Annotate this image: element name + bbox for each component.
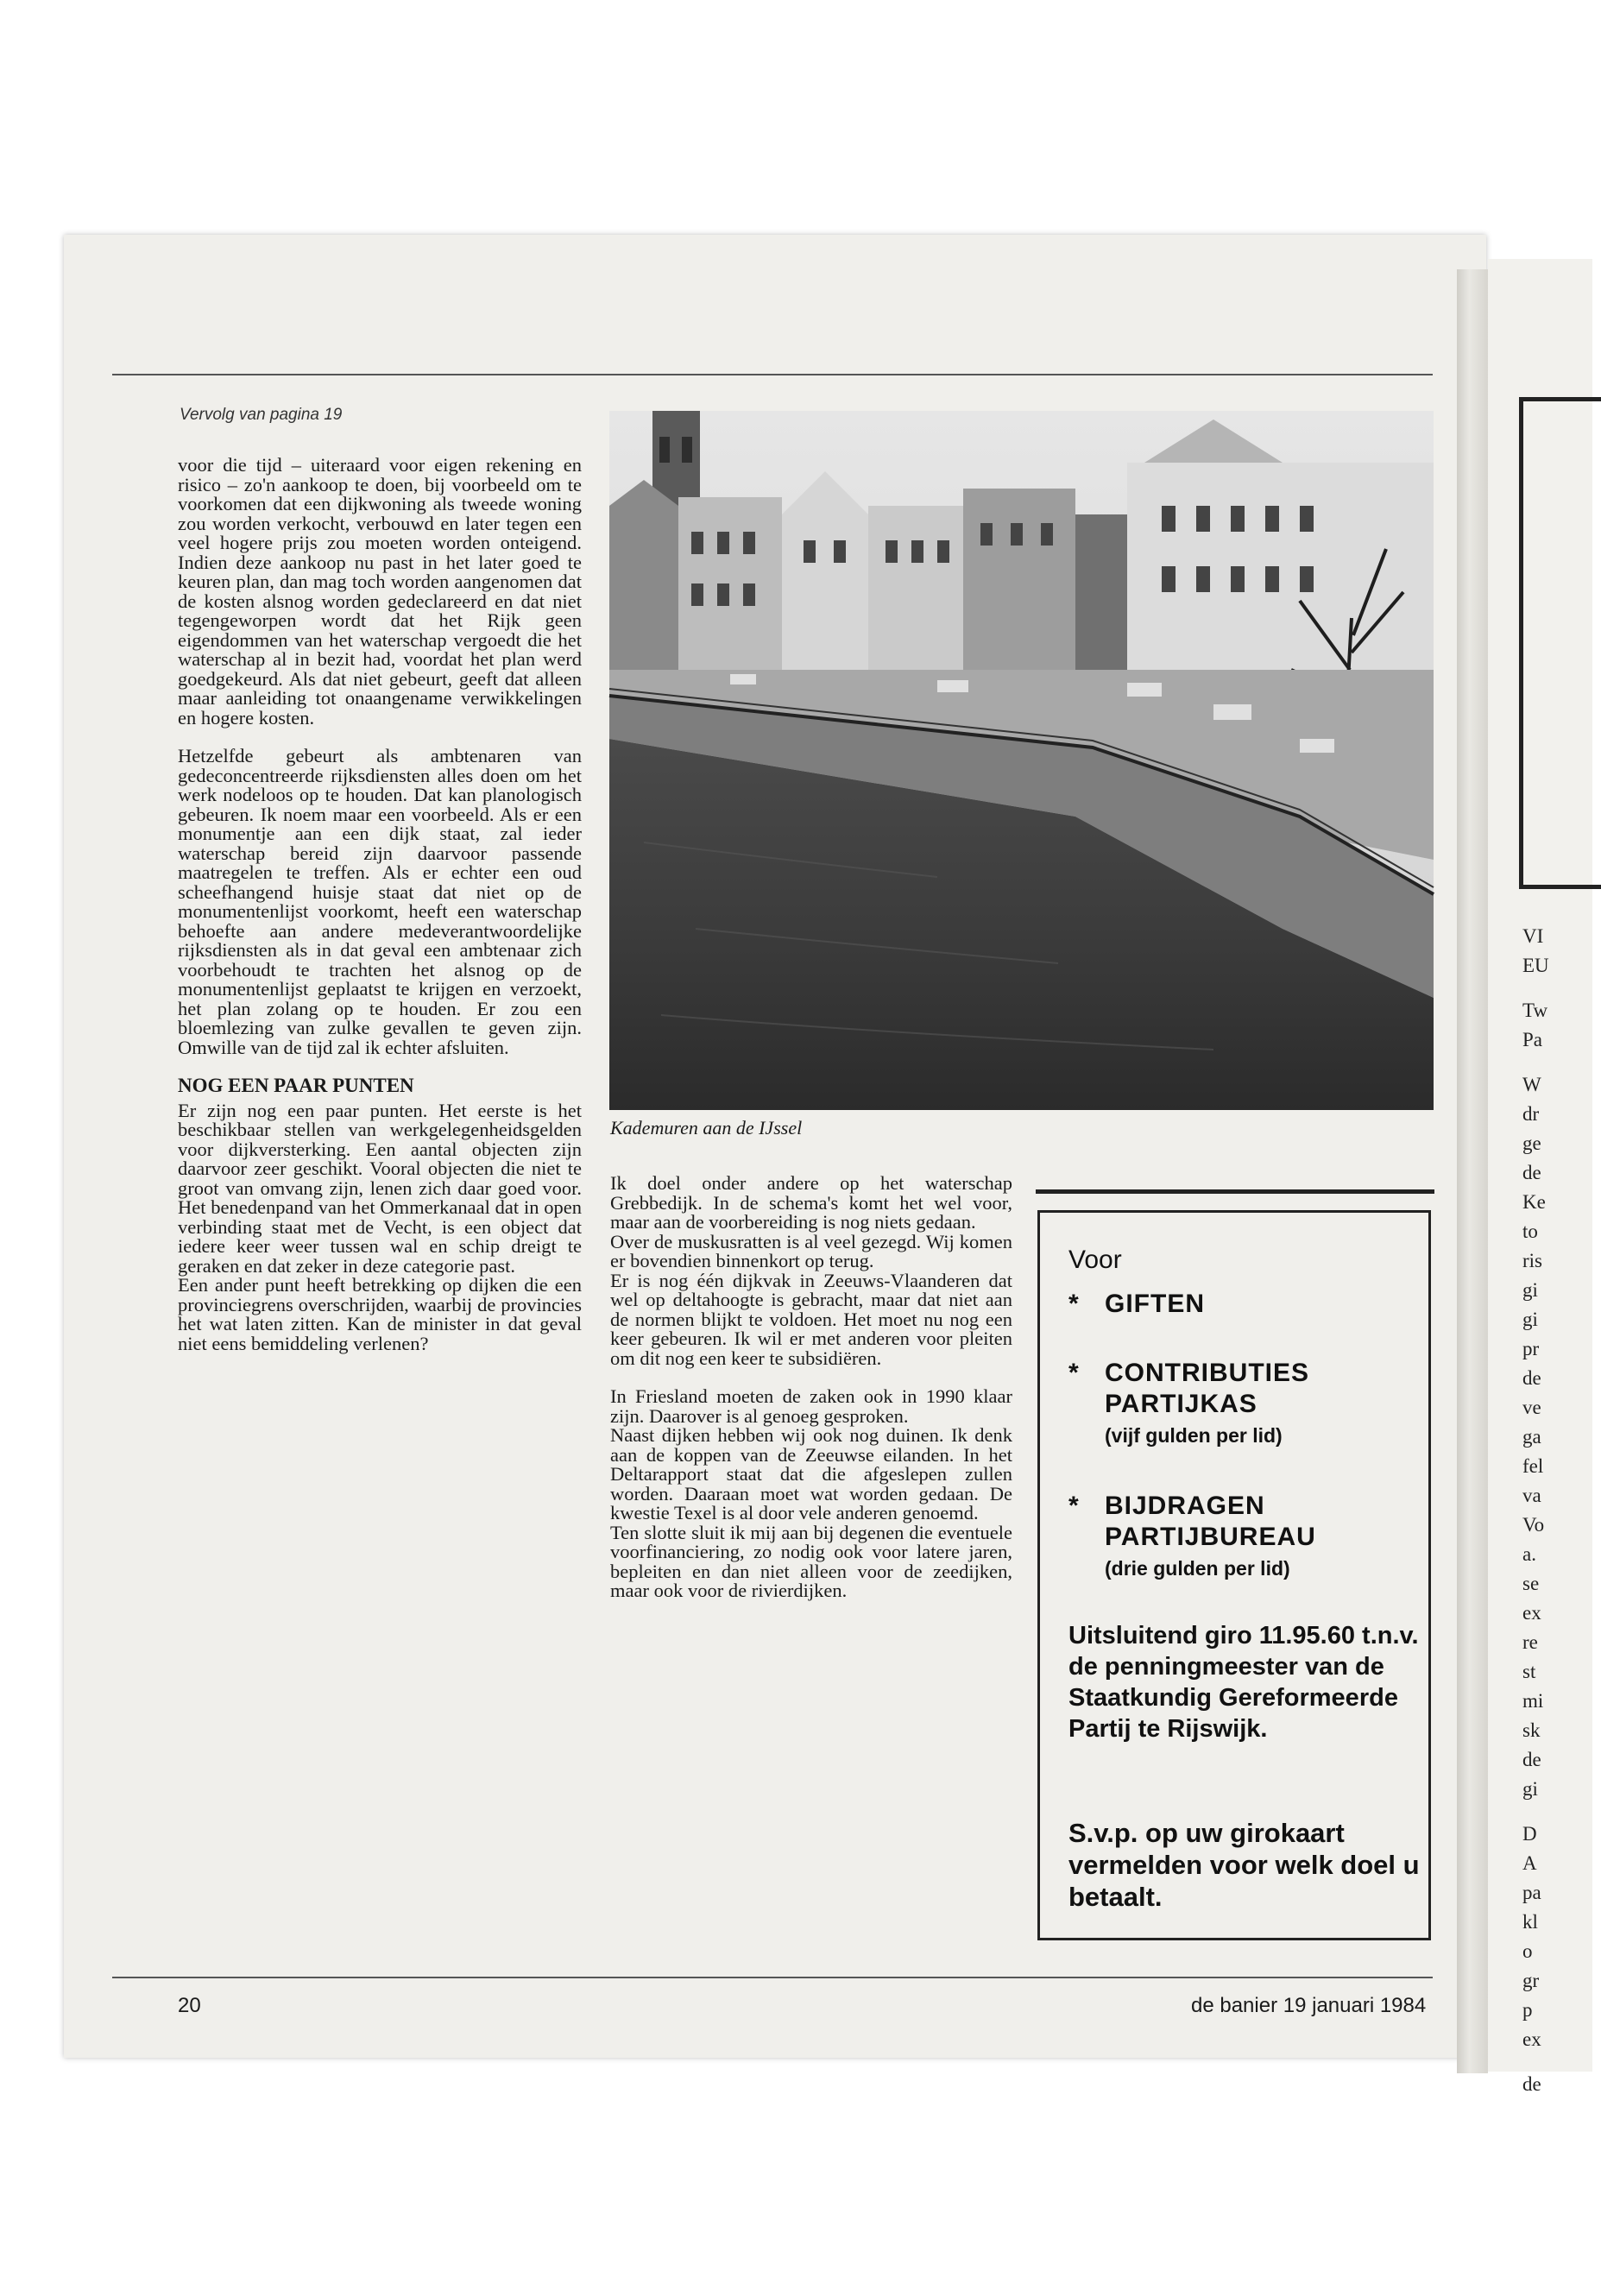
next-page-fragment: kl: [1522, 1911, 1538, 1933]
advertisement-top-rule: [1036, 1189, 1434, 1194]
next-page-fragment: A: [1522, 1852, 1537, 1874]
next-page-fragment: EU: [1522, 955, 1549, 976]
ad-intro: Voor: [1068, 1246, 1122, 1274]
next-page-fragment: re: [1522, 1631, 1538, 1653]
next-page-fragment: D: [1522, 1823, 1537, 1845]
next-page-fragment: Tw: [1522, 1000, 1548, 1021]
next-page-fragment: de: [1522, 1162, 1541, 1183]
ad-giro-details: Uitsluitend giro 11.95.60 t.n.v. de penningmeester van de Staatkundig Gereformeerde Partij te Rijswijk.: [1068, 1622, 1419, 1743]
paragraph: Naast dijken hebben wij ook nog duinen. Ik denk aan de koppen van de Zeeuwse eilanden. In het Deltarapport staat dat die afgeslepen zullen worden. Daaraan moet wat worden gedaan. De kwestie Texel is al door vele anderen genoemd.: [610, 1424, 1012, 1523]
next-page-fragment: gi: [1522, 1309, 1538, 1330]
asterisk-icon: *: [1068, 1359, 1079, 1387]
paragraph: In Friesland moeten de zaken ook in 1990 klaar zijn. Daarover is al genoeg gesproken.: [610, 1385, 1012, 1427]
next-page-fragment: mi: [1522, 1690, 1544, 1712]
page-spine: [1457, 269, 1488, 2073]
next-page-fragment: ve: [1522, 1397, 1541, 1418]
paragraph: Er zijn nog een paar punten. Het eerste is het beschikbaar stellen van werkgelegenheidsgelden voor dijkversterking. Een aantal objecten zijn daarvoor zeer geschikt. Vooral objecten die niet te groot van omvang zijn, lenen zich daar goed voor. Het benedenpand van het Ommerkanaal dat in open verbinding staat met de Vecht, is een object dat iedere keer weer tussen wal en schip dreigt te geraken en dat zeker in deze categorie past.: [178, 1099, 582, 1277]
next-page-fragment: a.: [1522, 1543, 1536, 1565]
paragraph: Een ander punt heeft betrekking op dijken die een provinciegrens overschrijden, waarbij de provincies het wat laten zitten. Kan de minister in dat geval niet eens bemiddeling verlenen?: [178, 1274, 582, 1354]
next-page-fragment: de: [1522, 1749, 1541, 1770]
next-page-edge: [1488, 259, 1592, 2095]
next-page-box: [1519, 397, 1601, 889]
text-column-2: [610, 1174, 1012, 1601]
next-page-fragment: fel: [1522, 1455, 1544, 1477]
photo-quay-walls: [609, 411, 1434, 1110]
next-page-fragment: st: [1522, 1661, 1536, 1682]
paragraph: Hetzelfde gebeurt als ambtenaren van gedeconcentreerde rijksdiensten alles doen om het werk nodeloos op te houden. Dat kan planologisch gebeuren. Ik noem maar een voorbeeld. Als er een monumentje aan een dijk staat, zal ieder waterschap bereid zijn daarvoor passende maatregelen te treffen. Als er echter een oud scheefhangend huisje staat dat niet op de monumentenlijst voorkomt, heeft een waterschap behoefte aan andere medeverantwoordelijke rijksdiensten als in dat geval een ambtenaar zich voorbehoudt te trachten het alsnog op de monumentenlijst geplaatst te krijgen en verzoekt, het plan zolang op te houden. Er zou een bloemlezing van zulke gevallen te geven zijn. Omwille van de tijd zal ik echter afsluiten.: [178, 745, 582, 1058]
next-page-fragment: Pa: [1522, 1029, 1542, 1050]
next-page-fragment: de: [1522, 1367, 1541, 1389]
next-page-fragment: to: [1522, 1221, 1538, 1242]
next-page-fragment: o: [1522, 1940, 1533, 1962]
next-page-fragment: se: [1522, 1573, 1540, 1594]
paragraph: voor die tijd – uiteraard voor eigen rekening en risico – zo'n aankoop te doen, bij voorbeeld om te voorkomen dat een dijkwoning als tweede woning zou worden verkocht, verbouwd en later tegen een veel hogere prijs zou moeten worden onteigend. Indien deze aankoop nu past in het later goed te keuren plan, dan mag toch worden aangenomen dat de kosten alsnog worden gedeclareerd en dat niet tegengeworpen wordt dat het Rijk geen eigendommen van het waterschap vergoedt die het waterschap al in bezit had, voordat het plan werd goedgekeurd. Als dat niet gebeurt, geeft dat alleen maar aanleiding tot onaangename verwikkelingen en hogere kosten.: [178, 454, 582, 729]
photo-illustration: [609, 411, 1434, 1110]
next-page-fragment: ga: [1522, 1426, 1541, 1448]
next-page-fragment: p: [1522, 1999, 1533, 2021]
photo-caption: Kademuren aan de IJssel: [610, 1117, 803, 1139]
next-page-fragment: pa: [1522, 1882, 1541, 1903]
asterisk-icon: *: [1068, 1290, 1079, 1318]
text-column-1: [178, 456, 582, 1353]
next-page-fragment: gi: [1522, 1778, 1538, 1800]
next-page-fragment: va: [1522, 1485, 1541, 1506]
ad-payment-note: S.v.p. op uw girokaart vermelden voor welk doel u betaalt.: [1068, 1818, 1420, 1912]
publication-footer: de banier 19 januari 1984: [1191, 1994, 1427, 2017]
paragraph: Over de muskusratten is al veel gezegd. Wij komen er bovendien binnenkort op terug.: [610, 1230, 1012, 1271]
next-page-fragment: dr: [1522, 1103, 1540, 1125]
next-page-fragment: Ke: [1522, 1191, 1546, 1213]
next-page-fragment: sk: [1522, 1719, 1541, 1741]
asterisk-icon: *: [1068, 1492, 1079, 1520]
next-page-fragment: ex: [1522, 2028, 1541, 2050]
donation-advertisement: Voor * GIFTEN * CONTRIBUTIES PARTIJKAS (vijf gulden per lid) * BIJDRAGEN PARTIJBUREAU (drie gulden per lid) Uitsluitend giro 11.95.60 t.n.v. de penningmeester van de Staatkundig Gereformeerde Partij te Rijswijk. S.v.p. op uw girokaart vermelden voor welk doel u betaalt.: [1037, 1210, 1431, 1940]
next-page-fragment: ex: [1522, 1602, 1541, 1624]
next-page-fragment: de: [1522, 2073, 1541, 2095]
next-page-fragment: ris: [1522, 1250, 1542, 1271]
next-page-fragment: ge: [1522, 1132, 1541, 1154]
continued-from-label: Vervolg van pagina 19: [180, 406, 343, 424]
bottom-rule: [112, 1977, 1433, 1978]
next-page-fragment: gr: [1522, 1970, 1540, 1991]
paragraph: Ten slotte sluit ik mij aan bij degenen die eventuele voorfinanciering, zo nodig ook voor latere jaren, bepleiten en dan niet alleen voor de zeedijken, maar ook voor de rivierdijken.: [610, 1521, 1012, 1601]
section-heading: NOG EEN PAAR PUNTEN: [178, 1075, 414, 1096]
next-page-fragment: gi: [1522, 1279, 1538, 1301]
next-page-fragment: VI: [1522, 925, 1544, 947]
next-page-fragment: W: [1522, 1074, 1541, 1095]
paragraph: Er is nog één dijkvak in Zeeuws-Vlaanderen dat wel op deltahoogte is gebracht, maar dat niet aan de normen blijkt te voldoen. Het moet nu nog een keer gebeuren. Ik wil er met anderen voor pleiten om dit nog een keer te subsidiëren.: [610, 1269, 1012, 1369]
next-page-fragment: pr: [1522, 1338, 1540, 1359]
paragraph: Ik doel onder andere op het waterschap Grebbedijk. In de schema's komt het wel voor, maar aan de voorbereiding is nog niets gedaan.: [610, 1172, 1012, 1233]
next-page-fragment: Vo: [1522, 1514, 1545, 1536]
page-number: 20: [178, 1994, 201, 2017]
top-rule: [112, 374, 1433, 375]
